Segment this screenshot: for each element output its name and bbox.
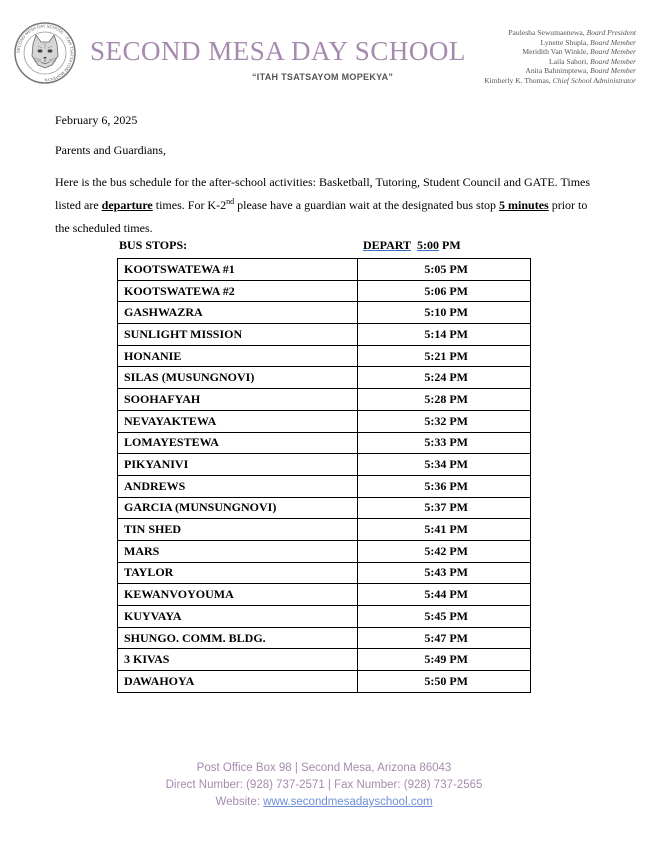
bus-stop-name: PIKYANIVI xyxy=(118,454,358,476)
bus-stop-time: 5:36 PM xyxy=(358,475,531,497)
table-row xyxy=(118,606,531,628)
bus-stop-time: 5:37 PM xyxy=(358,497,531,519)
bus-stop-name: SHUNGO. COMM. BLDG. xyxy=(118,627,358,649)
footer-phones: Direct Number: (928) 737-2571 | Fax Number: (928) 737-2565 xyxy=(165,779,483,791)
bus-stop-name: KEWANVOYOUMA xyxy=(118,584,358,606)
table-row xyxy=(118,432,531,454)
table-row xyxy=(118,454,531,476)
bus-stop-time: 5:45 PM xyxy=(358,606,531,628)
bus-stops-header: BUS STOPS: xyxy=(119,238,188,252)
bus-stop-name: 3 KIVAS xyxy=(118,649,358,671)
table-row xyxy=(118,649,531,671)
bus-stop-time: 5:14 PM xyxy=(358,324,531,346)
bus-stop-time: 5:05 PM xyxy=(358,259,531,281)
bus-stop-time: 5:43 PM xyxy=(358,562,531,584)
table-row xyxy=(118,475,531,497)
school-name: SECOND MESA DAY SCHOOL xyxy=(90,36,466,66)
five-minutes-emphasis: 5 minutes xyxy=(499,198,549,212)
footer-address: Post Office Box 98 | Second Mesa, Arizona 86043 xyxy=(196,762,452,774)
bus-stop-name: SUNLIGHT MISSION xyxy=(118,324,358,346)
bus-stop-name: NEVAYAKTEWA xyxy=(118,410,358,432)
table-row xyxy=(118,671,531,693)
bus-stop-time: 5:32 PM xyxy=(358,410,531,432)
bus-stop-name: SILAS (MUSUNGNOVI) xyxy=(118,367,358,389)
bus-stop-name: KUYVAYA xyxy=(118,606,358,628)
departure-emphasis: departure xyxy=(101,198,153,212)
bus-stop-name: GASHWAZRA xyxy=(118,302,358,324)
table-row xyxy=(118,259,531,281)
bus-stop-time: 5:28 PM xyxy=(358,389,531,411)
board-member: Kimberly K. Thomas, Chief School Administrator xyxy=(484,75,636,85)
bus-stop-time: 5:50 PM xyxy=(358,671,531,693)
bus-stop-name: KOOTSWATEWA #2 xyxy=(118,280,358,302)
table-row xyxy=(118,519,531,541)
bus-stop-time: 5:06 PM xyxy=(358,280,531,302)
bus-stop-name: SOOHAFYAH xyxy=(118,389,358,411)
board-member: Laila Sahori, Board Member xyxy=(548,56,636,66)
bus-schedule-table xyxy=(117,258,531,693)
board-member: Lynette Shupla, Board Member xyxy=(540,37,636,47)
table-row xyxy=(118,280,531,302)
board-member: Meridith Van Winkle, Board Member xyxy=(522,47,636,57)
bus-stop-name: KOOTSWATEWA #1 xyxy=(118,259,358,281)
bus-stop-time: 5:42 PM xyxy=(358,540,531,562)
letter-greeting: Parents and Guardians, xyxy=(55,143,166,157)
depart-header: DEPART 5:00 PM xyxy=(363,238,461,252)
school-motto: “ITAH TSATSAYOM MOPEKYA” xyxy=(252,72,394,82)
table-row xyxy=(118,497,531,519)
footer xyxy=(0,760,648,811)
bus-stop-name: ANDREWS xyxy=(118,475,358,497)
board-list xyxy=(484,28,636,86)
letter-date: February 6, 2025 xyxy=(55,113,138,127)
table-row xyxy=(118,389,531,411)
logo-ring-text: SECOND MESA DAY SCHOOL · ITAH TSATSAYOM MOPEKYA xyxy=(15,23,75,83)
bus-stop-name: TIN SHED xyxy=(118,519,358,541)
board-member: Anita Bahnimptewa, Board Member xyxy=(525,66,636,76)
bus-stop-name: DAWAHOYA xyxy=(118,671,358,693)
website-link[interactable]: www.secondmesadayschool.com xyxy=(263,796,433,808)
bus-stop-name: TAYLOR xyxy=(118,562,358,584)
table-row xyxy=(118,324,531,346)
bus-stop-time: 5:33 PM xyxy=(358,432,531,454)
table-row xyxy=(118,410,531,432)
bus-stop-time: 5:24 PM xyxy=(358,367,531,389)
table-row xyxy=(118,627,531,649)
table-row xyxy=(118,584,531,606)
table-row xyxy=(118,540,531,562)
bus-stop-name: MARS xyxy=(118,540,358,562)
table-row xyxy=(118,345,531,367)
bus-stop-time: 5:10 PM xyxy=(358,302,531,324)
bus-stop-time: 5:44 PM xyxy=(358,584,531,606)
bus-stop-time: 5:21 PM xyxy=(358,345,531,367)
board-member: Paulesha Sewumaenewa, Board President xyxy=(508,28,636,37)
bus-stop-time: 5:49 PM xyxy=(358,649,531,671)
bus-stop-time: 5:34 PM xyxy=(358,454,531,476)
table-row xyxy=(118,562,531,584)
bobcat-seal-icon xyxy=(14,22,76,84)
letter-paragraph: Here is the bus schedule for the after-school activities: Basketball, Tutoring, Student Council and GATE. Times listed are departure times. For K-2nd please have a guardian wait at the designated bus stop 5 minutes prior to the scheduled times. xyxy=(55,175,591,235)
bus-stop-time: 5:47 PM xyxy=(358,627,531,649)
table-row xyxy=(118,302,531,324)
bus-stop-name: HONANIE xyxy=(118,345,358,367)
bus-stop-name: GARCIA (MUNSUNGNOVI) xyxy=(118,497,358,519)
bus-stop-time: 5:41 PM xyxy=(358,519,531,541)
footer-website: Website: www.secondmesadayschool.com xyxy=(215,796,433,808)
bus-stop-name: LOMAYESTEWA xyxy=(118,432,358,454)
table-row xyxy=(118,367,531,389)
